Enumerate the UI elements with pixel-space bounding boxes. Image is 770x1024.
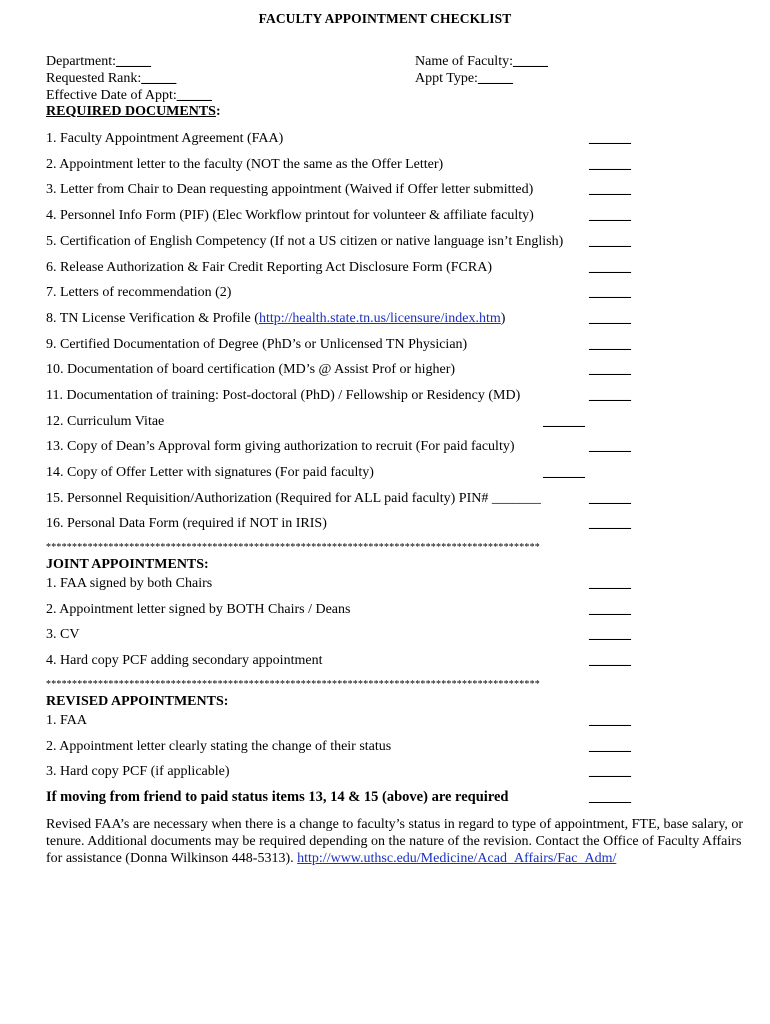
revised-paragraph: Revised FAA’s are necessary when there is a change to faculty’s status in regard to type of appointment, FTE, base salary, or tenure. Additional documents may be required depending on the nature of the revision. Contact the Office of Faculty Affairs for assistance (Donna Wilkinson 448-5313). http://www.uthsc.edu/Medicine/Acad_Affairs/Fac_Adm/ bbox=[46, 817, 744, 866]
requested-rank-label: Requested Rank: bbox=[46, 71, 142, 86]
required-check-5[interactable]: ______ bbox=[589, 234, 631, 249]
required-item-5: 5. Certification of English Competency (If not a US citizen or native language isn’t English) bbox=[46, 234, 564, 249]
required-item-4: 4. Personnel Info Form (PIF) (Elec Workflow printout for volunteer & affiliate faculty) bbox=[46, 208, 534, 223]
joint-check-2[interactable]: ______ bbox=[589, 602, 631, 617]
joint-check-1[interactable]: ______ bbox=[589, 576, 631, 591]
revised-item-3: 3. Hard copy PCF (if applicable) bbox=[46, 764, 230, 779]
name-of-faculty-label: Name of Faculty: bbox=[415, 54, 513, 69]
required-check-10[interactable]: ______ bbox=[589, 362, 631, 377]
revised-item-1: 1. FAA bbox=[46, 713, 87, 728]
required-check-14[interactable]: ______ bbox=[543, 465, 585, 480]
joint-check-3[interactable]: ______ bbox=[589, 627, 631, 642]
department-field[interactable] bbox=[46, 53, 151, 70]
revised-check-2[interactable]: ______ bbox=[589, 739, 631, 754]
required-check-1[interactable]: ______ bbox=[589, 131, 631, 146]
required-check-11[interactable]: ______ bbox=[589, 388, 631, 403]
required-check-15[interactable]: ______ bbox=[589, 491, 631, 506]
revised-appointments-heading: REVISED APPOINTMENTS: bbox=[46, 694, 229, 709]
name-of-faculty-field[interactable] bbox=[415, 53, 548, 70]
joint-item-3: 3. CV bbox=[46, 627, 80, 642]
required-check-3[interactable]: ______ bbox=[589, 182, 631, 197]
revised-check-3[interactable]: ______ bbox=[589, 764, 631, 779]
required-item-11: 11. Documentation of training: Post-doctoral (PhD) / Fellowship or Residency (MD) bbox=[46, 388, 521, 403]
required-check-8[interactable]: ______ bbox=[589, 311, 631, 326]
friend-to-paid-note: If moving from friend to paid status items 13, 14 & 15 (above) are required bbox=[46, 789, 509, 805]
document-title: FACULTY APPOINTMENT CHECKLIST bbox=[258, 11, 512, 26]
required-check-16[interactable]: ______ bbox=[589, 516, 631, 531]
effective-date-label: Effective Date of Appt: bbox=[46, 88, 177, 103]
appt-type-blank[interactable]: _____ bbox=[477, 71, 513, 86]
required-item-8: 8. TN License Verification & Profile (http://health.state.tn.us/licensure/index.htm) bbox=[46, 311, 506, 326]
required-item-12: 12. Curriculum Vitae bbox=[46, 414, 165, 429]
revised-check-1[interactable]: ______ bbox=[589, 713, 631, 728]
required-item-10: 10. Documentation of board certification (MD’s @ Assist Prof or higher) bbox=[46, 362, 456, 377]
joint-item-4: 4. Hard copy PCF adding secondary appointment bbox=[46, 653, 323, 668]
appt-type-label: Appt Type: bbox=[415, 71, 478, 86]
required-check-13[interactable]: ______ bbox=[589, 439, 631, 454]
required-check-4[interactable]: ______ bbox=[589, 208, 631, 223]
joint-check-4[interactable]: ______ bbox=[589, 653, 631, 668]
faculty-affairs-link[interactable]: http://www.uthsc.edu/Medicine/Acad_Affairs/Fac_Adm/ bbox=[297, 851, 617, 866]
required-check-7[interactable]: ______ bbox=[589, 285, 631, 300]
friend-to-paid-check[interactable]: ______ bbox=[589, 790, 631, 805]
required-check-2[interactable]: ______ bbox=[589, 157, 631, 172]
required-check-9[interactable]: ______ bbox=[589, 337, 631, 352]
license-verification-link[interactable]: http://health.state.tn.us/licensure/index.htm bbox=[258, 311, 501, 326]
required-item-6: 6. Release Authorization & Fair Credit Reporting Act Disclosure Form (FCRA) bbox=[46, 260, 492, 275]
required-item-1: 1. Faculty Appointment Agreement (FAA) bbox=[46, 131, 284, 146]
appt-type-field[interactable] bbox=[415, 70, 513, 87]
joint-item-2: 2. Appointment letter signed by BOTH Chairs / Deans bbox=[46, 602, 351, 617]
joint-appointments-heading: JOINT APPOINTMENTS: bbox=[46, 557, 209, 572]
joint-item-1: 1. FAA signed by both Chairs bbox=[46, 576, 213, 591]
requested-rank-field[interactable] bbox=[46, 70, 176, 87]
effective-date-field[interactable] bbox=[46, 87, 212, 104]
required-check-12[interactable]: ______ bbox=[543, 414, 585, 429]
department-blank[interactable]: _____ bbox=[115, 54, 151, 69]
name-of-faculty-blank[interactable]: _____ bbox=[512, 54, 548, 69]
section-separator-1: *********************************************************************************************** bbox=[46, 542, 540, 553]
revised-item-2: 2. Appointment letter clearly stating the change of their status bbox=[46, 739, 392, 754]
required-item-15: 15. Personnel Requisition/Authorization (Required for ALL paid faculty) PIN# _______ bbox=[46, 491, 541, 506]
required-check-6[interactable]: ______ bbox=[589, 260, 631, 275]
section-separator-2: *********************************************************************************************** bbox=[46, 679, 540, 690]
required-item-7: 7. Letters of recommendation (2) bbox=[46, 285, 232, 300]
department-label: Department: bbox=[46, 54, 116, 69]
required-item-16: 16. Personal Data Form (required if NOT in IRIS) bbox=[46, 516, 327, 531]
requested-rank-blank[interactable]: _____ bbox=[141, 71, 177, 86]
required-item-9: 9. Certified Documentation of Degree (PhD’s or Unlicensed TN Physician) bbox=[46, 337, 468, 352]
required-item-13: 13. Copy of Dean’s Approval form giving authorization to recruit (For paid faculty) bbox=[46, 439, 515, 454]
required-item-3: 3. Letter from Chair to Dean requesting appointment (Waived if Offer letter submitted) bbox=[46, 182, 534, 197]
required-documents-heading: REQUIRED DOCUMENTS: bbox=[46, 104, 221, 119]
required-item-14: 14. Copy of Offer Letter with signatures (For paid faculty) bbox=[46, 465, 374, 480]
required-item-2: 2. Appointment letter to the faculty (NOT the same as the Offer Letter) bbox=[46, 157, 444, 172]
effective-date-blank[interactable]: _____ bbox=[176, 88, 212, 103]
